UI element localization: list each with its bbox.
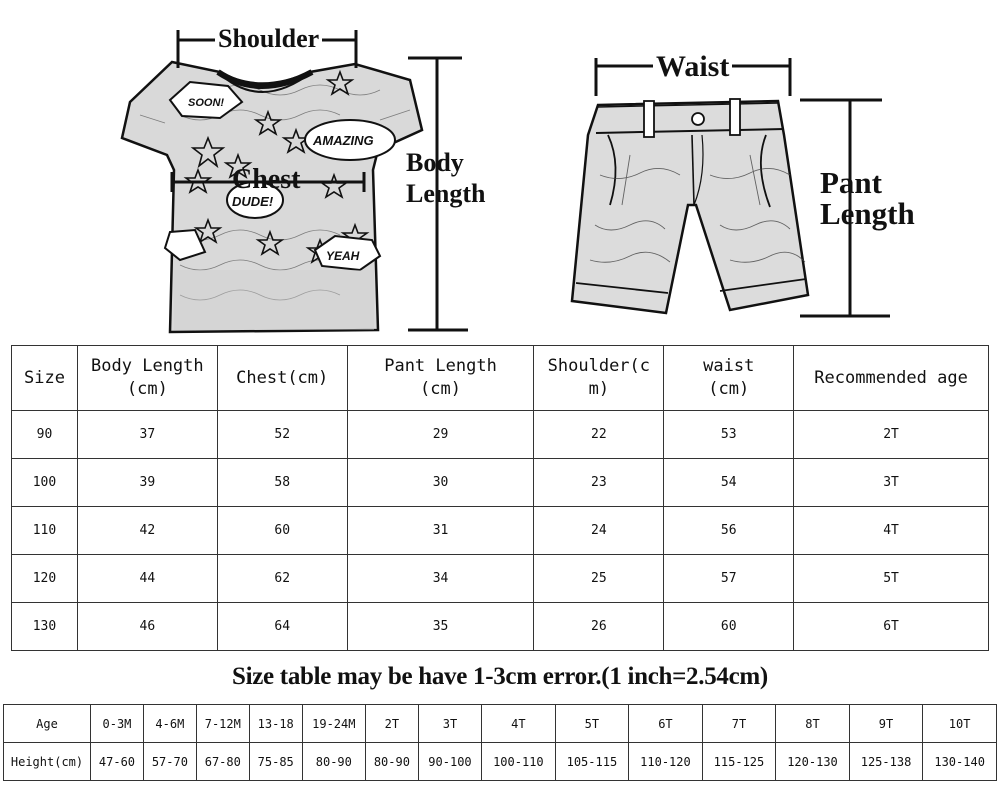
error-note: Size table may be have 1-3cm error.(1 inch=2.54cm) (232, 663, 768, 690)
age-cell: 4-6M (143, 705, 196, 743)
table-cell: 58 (217, 459, 347, 507)
table-row (12, 555, 989, 603)
table-cell: 44 (77, 555, 217, 603)
age-cell: 5T (555, 705, 629, 743)
height-cell: 125-138 (849, 743, 923, 781)
table-row (12, 603, 989, 651)
height-cell: 130-140 (923, 743, 997, 781)
age-row (4, 705, 997, 743)
height-cell: 120-130 (776, 743, 850, 781)
table-cell: 52 (217, 411, 347, 459)
age-cell: 13-18 (249, 705, 302, 743)
height-cell: 100-110 (482, 743, 556, 781)
age-cell: 3T (418, 705, 481, 743)
height-cell: 57-70 (143, 743, 196, 781)
table-cell: 46 (77, 603, 217, 651)
age-cell: 9T (849, 705, 923, 743)
table-cell: 23 (534, 459, 664, 507)
header-size: Size (12, 346, 78, 411)
table-cell: 62 (217, 555, 347, 603)
age-cell: 0-3M (91, 705, 144, 743)
table-cell: 90 (12, 411, 78, 459)
age-cell: 19-24M (302, 705, 365, 743)
table-cell: 22 (534, 411, 664, 459)
shoulder-label: Shoulder (215, 26, 322, 52)
table-cell: 2T (794, 411, 989, 459)
body-length-label-line2: Length (406, 179, 486, 208)
table-cell: 39 (77, 459, 217, 507)
age-cell: 10T (923, 705, 997, 743)
height-cell: 110-120 (629, 743, 703, 781)
table-cell: 56 (664, 507, 794, 555)
header-shoulder: Shoulder(c m) (534, 346, 664, 411)
table-cell: 31 (347, 507, 534, 555)
table-cell: 24 (534, 507, 664, 555)
header-pant-length: Pant Length (cm) (347, 346, 534, 411)
age-height-table (3, 704, 997, 781)
print-yeah: YEAH (326, 249, 360, 263)
size-table (11, 345, 989, 651)
age-cell: 8T (776, 705, 850, 743)
age-cell: 2T (365, 705, 418, 743)
header-waist: waist (cm) (664, 346, 794, 411)
print-amazing: AMAZING (313, 133, 374, 148)
table-row (12, 507, 989, 555)
table-cell: 6T (794, 603, 989, 651)
table-cell: 37 (77, 411, 217, 459)
table-cell: 35 (347, 603, 534, 651)
height-cell: 80-90 (365, 743, 418, 781)
height-row (4, 743, 997, 781)
pant-length-label-line2: Length (820, 196, 915, 231)
table-cell: 26 (534, 603, 664, 651)
table-cell: 54 (664, 459, 794, 507)
table-row (12, 411, 989, 459)
table-cell: 5T (794, 555, 989, 603)
table-cell: 64 (217, 603, 347, 651)
age-cell: 7-12M (196, 705, 249, 743)
table-cell: 110 (12, 507, 78, 555)
table-cell: 60 (664, 603, 794, 651)
height-cell: 90-100 (418, 743, 481, 781)
height-cell: 105-115 (555, 743, 629, 781)
table-cell: 60 (217, 507, 347, 555)
table-cell: 120 (12, 555, 78, 603)
table-cell: 25 (534, 555, 664, 603)
table-cell: 100 (12, 459, 78, 507)
header-chest: Chest(cm) (217, 346, 347, 411)
table-cell: 42 (77, 507, 217, 555)
table-cell: 53 (664, 411, 794, 459)
table-cell: 3T (794, 459, 989, 507)
table-cell: 57 (664, 555, 794, 603)
print-soon: SOON! (188, 97, 225, 109)
shorts-sketch (570, 95, 810, 330)
table-row (12, 459, 989, 507)
height-cell: 80-90 (302, 743, 365, 781)
body-length-label-line1: Body (406, 148, 464, 177)
waist-label: Waist (653, 52, 732, 82)
size-table-body (12, 411, 989, 651)
pant-length-label-line1: Pant (820, 165, 882, 200)
print-dude: DUDE! (232, 194, 274, 209)
table-cell: 130 (12, 603, 78, 651)
height-cell: 115-125 (702, 743, 776, 781)
age-cell: 7T (702, 705, 776, 743)
height-row-label: Height(cm) (4, 743, 91, 781)
header-recommended-age: Recommended age (794, 346, 989, 411)
height-cell: 75-85 (249, 743, 302, 781)
height-cell: 47-60 (91, 743, 144, 781)
header-body-length: Body Length (cm) (77, 346, 217, 411)
size-table-header-row (12, 346, 989, 411)
age-cell: 4T (482, 705, 556, 743)
age-cell: 6T (629, 705, 703, 743)
table-cell: 34 (347, 555, 534, 603)
height-cell: 67-80 (196, 743, 249, 781)
table-cell: 4T (794, 507, 989, 555)
table-cell: 29 (347, 411, 534, 459)
table-cell: 30 (347, 459, 534, 507)
age-row-label: Age (4, 705, 91, 743)
chest-label: Chest (232, 164, 301, 195)
